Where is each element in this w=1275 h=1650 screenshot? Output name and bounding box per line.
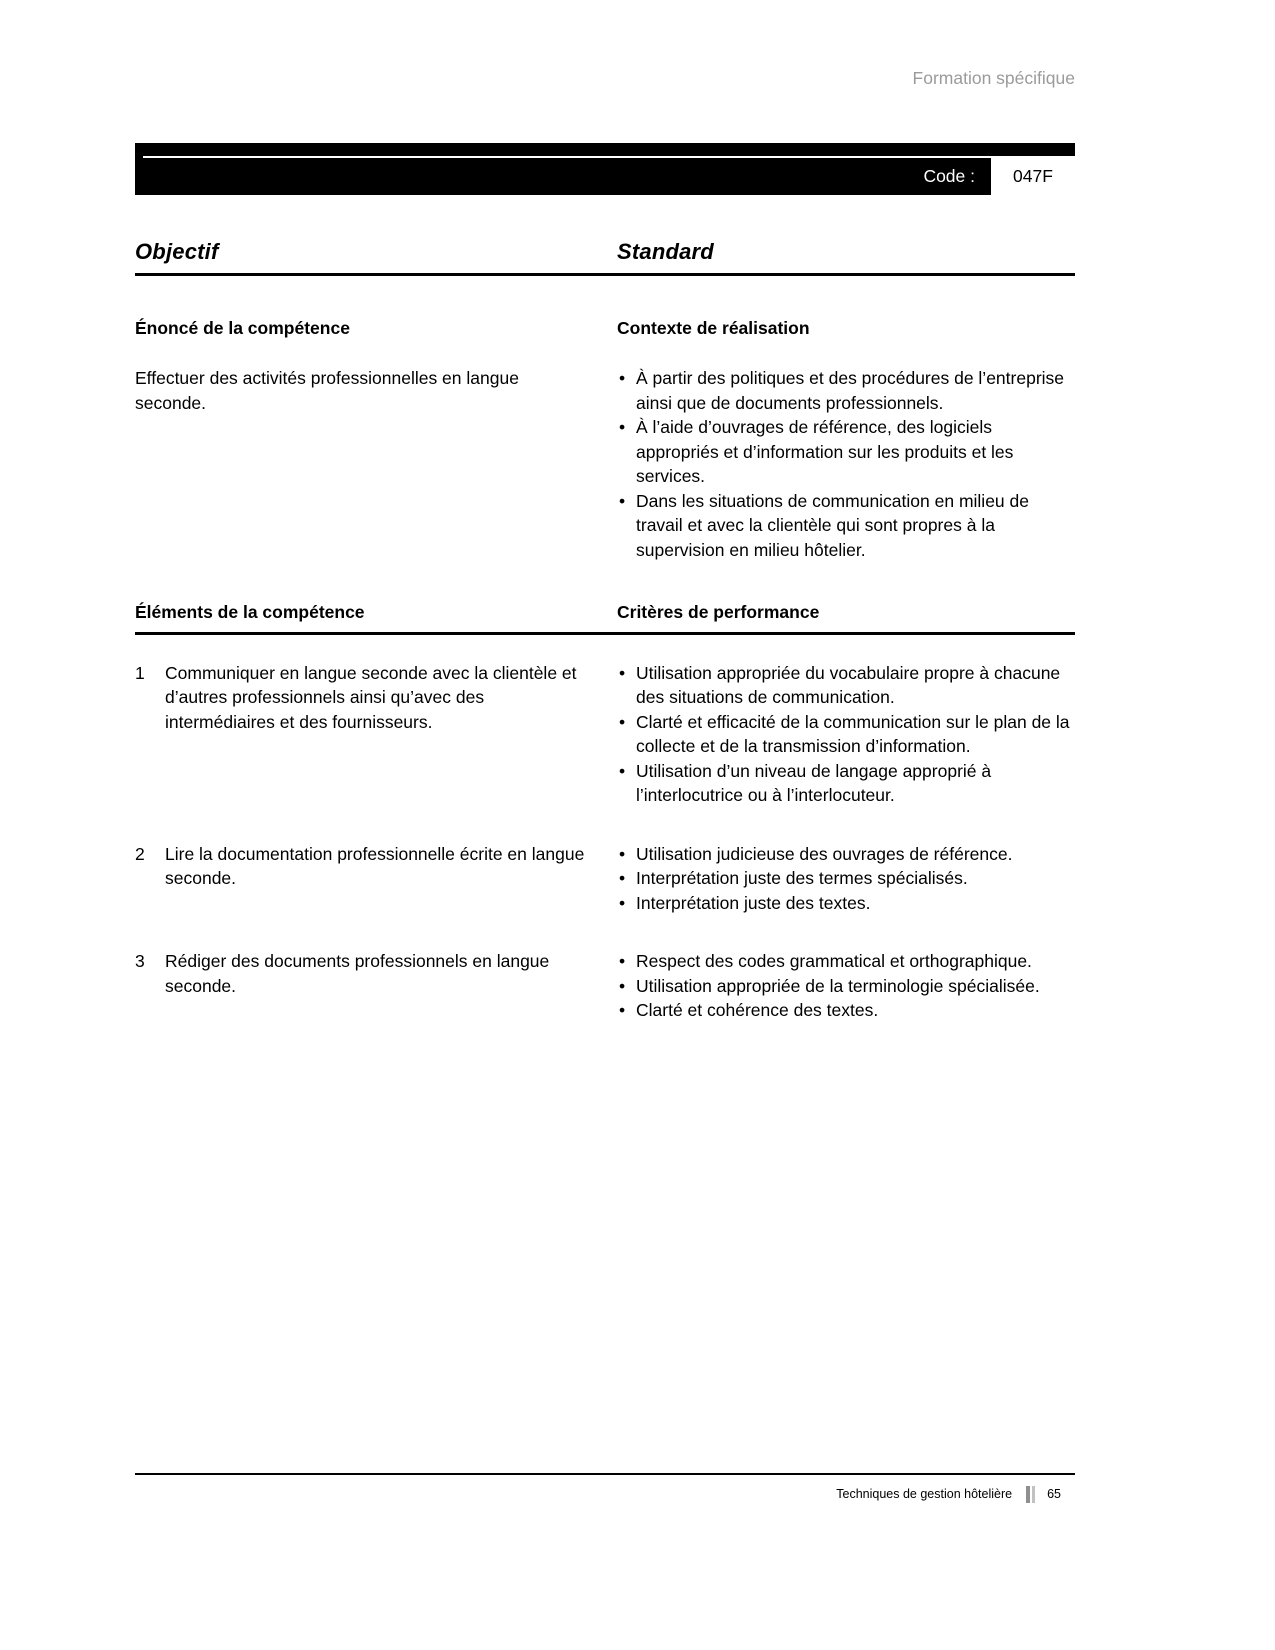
standard-title: Standard — [617, 239, 714, 264]
code-banner-right — [923, 158, 1075, 195]
list-item: • Respect des codes grammatical et orthographique. — [617, 949, 1075, 974]
footer-text: Techniques de gestion hôtelière — [836, 1487, 1013, 1501]
code-label: Code : — [923, 166, 975, 186]
list-item: • Interprétation juste des textes. — [617, 891, 1075, 916]
list-item: • À partir des politiques et des procédures de l’entreprise ainsi que de documents professionnels. — [617, 366, 1075, 415]
page-footer — [135, 1483, 1075, 1505]
main-content — [135, 240, 1075, 1023]
item-text: Communiquer en langue seconde avec la clientèle et d’autres professionnels ainsi qu’avec des intermédiaires et des fournisseurs. — [165, 662, 577, 732]
footer-separator-bars — [1026, 1486, 1035, 1503]
criteres-heading: Critères de performance — [617, 602, 820, 622]
contexte-heading: Contexte de réalisation — [617, 317, 810, 338]
code-banner — [135, 143, 1075, 195]
list-item: • Utilisation appropriée du vocabulaire propre à chacune des situations de communication. — [617, 661, 1075, 710]
list-item: • À l’aide d’ouvrages de référence, des logiciels appropriés et d’information sur les produits et les services. — [617, 415, 1075, 489]
running-head: Formation spécifique — [912, 68, 1075, 88]
criteria-bullet-list — [617, 661, 1075, 808]
numbered-item — [135, 661, 593, 735]
criteria-cell — [617, 661, 1075, 808]
footer-rule — [135, 1473, 1075, 1475]
column-titles-row — [135, 240, 1075, 273]
item-number: 3 — [135, 951, 145, 971]
enonce-column — [135, 316, 617, 563]
table-row — [135, 949, 1075, 1023]
list-item: • Utilisation appropriée de la terminologie spécialisée. — [617, 974, 1075, 999]
list-item: • Dans les situations de communication en milieu de travail et avec la clientèle qui sont propres à la supervision en milieu hôtelier. — [617, 489, 1075, 563]
numbered-item — [135, 949, 593, 998]
enonce-heading: Énoncé de la compétence — [135, 317, 350, 338]
page-number: 65 — [1047, 1487, 1061, 1501]
standard-column-header — [617, 240, 1075, 266]
criteres-column-header — [617, 600, 1075, 625]
elements-heading: Éléments de la compétence — [135, 602, 365, 622]
item-text: Lire la documentation professionnelle écrite en langue seconde. — [165, 843, 585, 888]
criteria-cell — [617, 949, 1075, 1023]
section2-rule — [135, 632, 1075, 635]
table-row — [135, 661, 1075, 808]
numbered-item — [135, 842, 593, 891]
list-item: • Interprétation juste des termes spécialisés. — [617, 866, 1075, 891]
element-cell — [135, 842, 617, 916]
competence-rows — [135, 661, 1075, 1023]
criteria-cell — [617, 842, 1075, 916]
elements-column-header — [135, 600, 617, 625]
section2-titles-row — [135, 600, 1075, 632]
objectif-title: Objectif — [135, 239, 219, 264]
criteria-bullet-list — [617, 842, 1075, 916]
section-enonce-contexte — [135, 316, 1075, 563]
list-item: • Clarté et efficacité de la communication sur le plan de la collecte et de la transmission d’information. — [617, 710, 1075, 759]
header-rule — [135, 273, 1075, 276]
criteria-bullet-list — [617, 949, 1075, 1023]
item-text: Rédiger des documents professionnels en langue seconde. — [165, 951, 550, 996]
item-number: 2 — [135, 843, 145, 864]
code-value: 047F — [991, 158, 1075, 195]
table-row — [135, 842, 1075, 916]
objectif-column-header — [135, 240, 617, 266]
list-item: • Utilisation judicieuse des ouvrages de référence. — [617, 842, 1075, 867]
list-item: • Clarté et cohérence des textes. — [617, 998, 1075, 1023]
element-cell — [135, 949, 617, 1023]
element-cell — [135, 661, 617, 808]
contexte-column — [617, 316, 1075, 563]
contexte-bullet-list — [617, 366, 1075, 562]
enonce-text: Effectuer des activités professionnelles en langue seconde. — [135, 368, 519, 413]
item-number: 1 — [135, 662, 145, 683]
list-item: • Utilisation d’un niveau de langage approprié à l’interlocutrice ou à l’interlocuteur. — [617, 759, 1075, 808]
